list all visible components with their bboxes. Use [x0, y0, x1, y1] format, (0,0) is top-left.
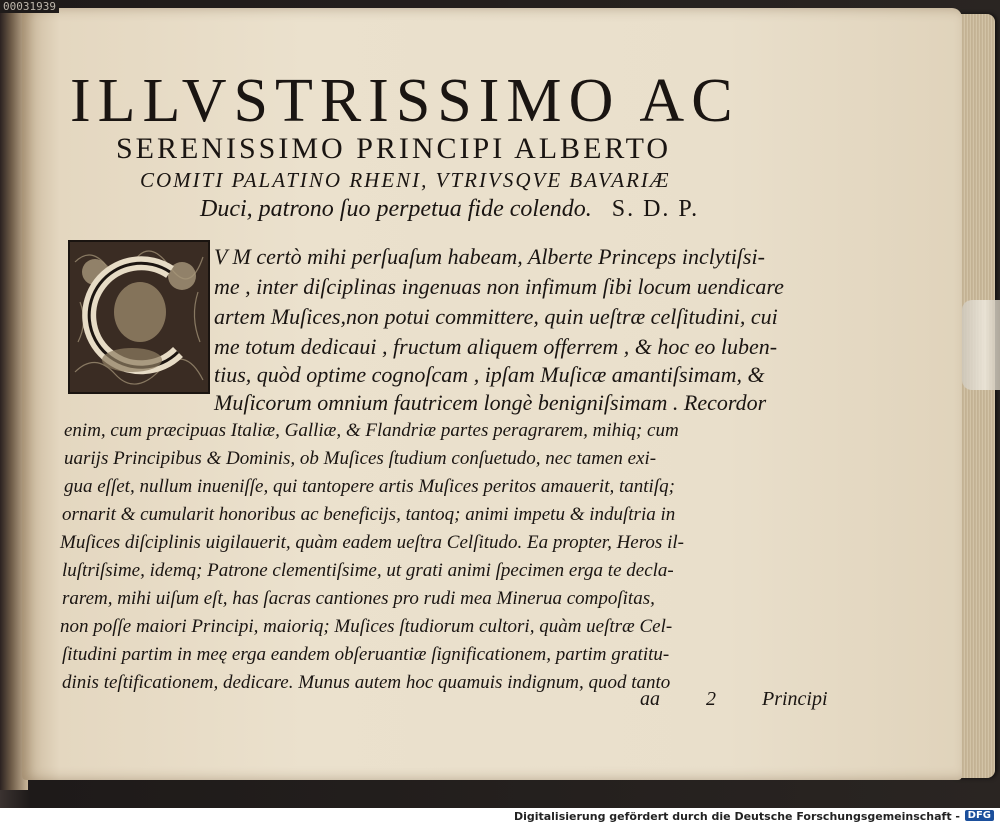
- body-line: me , inter diſciplinas ingenuas non infimum ſibi locum uendicare: [214, 274, 784, 299]
- body-line: dinis teſtificationem, dedicare. Munus autem hoc quamuis indignum, quod tanto: [62, 672, 671, 693]
- title-line-4: [200, 196, 699, 223]
- catchword: Principi: [762, 688, 828, 710]
- body-line: me totum dedicaui , fructum aliquem offerrem , & hoc eo luben-: [214, 334, 778, 359]
- body-line: V M certò mihi perſuaſum habeam, Alberte Princeps inclytiſsi-: [214, 244, 765, 269]
- signature-number: 2: [706, 688, 716, 710]
- body-line: Muſices diſciplinis uigilauerit, quàm eadem ueſtra Celſitudo. Ea propter, Heros il-: [60, 532, 684, 553]
- salutation-sdp: S. D. P.: [611, 196, 700, 222]
- body-line: Muſicorum omnium fautricem longè benigniſsimam . Recordor: [214, 390, 767, 415]
- body-line: ornarit & cumularit honoribus ac beneficijs, tantoq; animi impetu & induſtria in: [62, 504, 676, 525]
- body-line: ſitudini partim in meę erga eandem obſeruantiæ ſignificationem, partim gratitu-: [62, 644, 670, 665]
- decorated-initial-c: [68, 240, 210, 394]
- dedication-text: Duci, patrono ſuo perpetua fide colendo.: [200, 196, 592, 222]
- body-line: gua eſſet, nullum inueniſſe, qui tantopere artis Muſices peritos amauerit, tantiſq;: [64, 476, 675, 497]
- body-line: rarem, mihi uiſum eſt, has ſacras cantiones pro rudi mea Minerua compoſitas,: [62, 588, 655, 609]
- decorated-initial-art: [70, 242, 208, 392]
- page-clip: [962, 300, 1000, 390]
- title-line-1: ILLVSTRISSIMO AC: [70, 67, 740, 135]
- signature-mark: aa: [640, 688, 660, 710]
- scan-id-label: 00031939: [0, 0, 59, 13]
- title-line-3: COMITI PALATINO RHENI, VTRIVSQVE BAVARIÆ: [140, 168, 671, 192]
- body-line: luſtriſsime, idemq; Patrone clementiſsime, ut grati animi ſpecimen erga te decla-: [62, 560, 674, 581]
- body-line: enim, cum præcipuas Italiæ, Galliæ, & Flandriæ partes peragrarem, mihiq; cum: [64, 420, 679, 441]
- body-line: uarijs Principibus & Dominis, ob Muſices ſtudium conſuetudo, nec tamen exi-: [64, 448, 657, 469]
- body-line: tius, quòd optime cognoſcam , ipſam Muſicæ amantiſsimam, &: [214, 362, 765, 387]
- body-line: artem Muſices,non potui committere, quin ueſtræ celſitudini, cui: [214, 304, 778, 329]
- dfg-logo: DFG: [965, 810, 994, 821]
- body-line: non poſſe maiori Principi, maioriq; Muſices ſtudiorum cultori, quàm ueſtræ Cel-: [60, 616, 673, 637]
- title-line-2: SERENISSIMO PRINCIPI ALBERTO: [116, 132, 672, 165]
- footer-credit: Digitalisierung gefördert durch die Deutsche Forschungsgemeinschaft -: [513, 810, 960, 823]
